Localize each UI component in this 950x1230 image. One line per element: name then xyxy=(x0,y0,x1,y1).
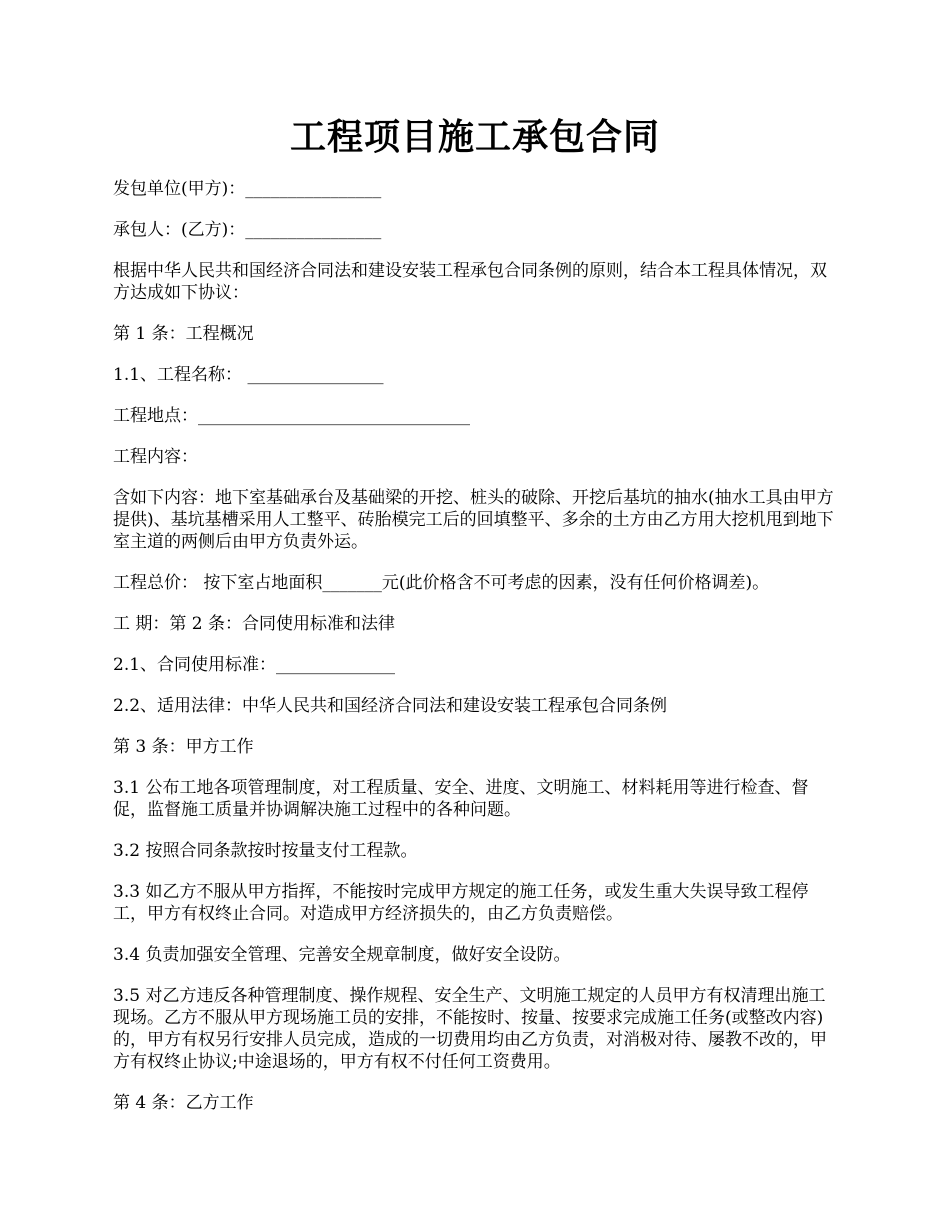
total-price-line: 工程总价： 按下室占地面积_______元(此价格含不可考虑的因素，没有任何价格调差)。 xyxy=(113,573,770,593)
clause-2-2: 2.2、适用法律：中华人民共和国经济合同法和建设安装工程承包合同条例 xyxy=(113,696,668,716)
clause-2-1: 2.1、合同使用标准：______________ xyxy=(113,655,396,675)
article-3-heading: 第 3 条：甲方工作 xyxy=(113,737,254,757)
document-title: 工程项目施工承包合同 xyxy=(289,116,660,158)
project-name-line: 1.1、工程名称： ________________ xyxy=(113,365,384,385)
article-4-heading: 第 4 条：乙方工作 xyxy=(113,1093,254,1113)
article-1-heading: 第 1 条：工程概况 xyxy=(113,324,254,344)
article-2-heading: 工 期：第 2 条：合同使用标准和法律 xyxy=(113,614,396,634)
document-body xyxy=(113,178,841,1133)
project-location-line: 工程地点：________________________________ xyxy=(113,406,470,426)
clause-3-5: 3.5 对乙方违反各种管理制度、操作规程、安全生产、文明施工规定的人员甲方有权清理出施工现场。乙方不服从甲方现场施工员的安排，不能按时、按量、按要求完成施工任务(或整改内容)的，甲方有权另行安排人员完成，造成的一切费用均由乙方负责，对消极对待、屡教不改的，甲方有权终止协议;中途退场的，甲方有权不付任何工资费用。 xyxy=(113,986,827,1072)
clause-3-3: 3.3 如乙方不服从甲方指挥，不能按时完成甲方规定的施工任务，或发生重大失误导致工程停工，甲方有权终止合同。对造成甲方经济损失的，由乙方负责赔偿。 xyxy=(113,882,809,924)
preamble-paragraph: 根据中华人民共和国经济合同法和建设安装工程承包合同条例的原则，结合本工程具体情况，双方达成如下协议： xyxy=(113,261,827,303)
party-a-line: 发包单位(甲方)：________________ xyxy=(113,179,382,199)
project-content-paragraph: 含如下内容：地下室基础承台及基础梁的开挖、桩头的破除、开挖后基坑的抽水(抽水工具由甲方提供)、基坑基槽采用人工整平、砖胎模完工后的回填整平、多余的土方由乙方用大挖机甩到地下室主道的两侧后由甲方负责外运。 xyxy=(113,488,834,552)
clause-3-1: 3.1 公布工地各项管理制度，对工程质量、安全、进度、文明施工、材料耗用等进行检查、督促，监督施工质量并协调解决施工过程中的各种问题。 xyxy=(113,778,809,820)
party-b-line: 承包人：(乙方)：________________ xyxy=(113,220,382,240)
project-content-label: 工程内容： xyxy=(113,447,198,467)
clause-3-2: 3.2 按照合同条款按时按量支付工程款。 xyxy=(113,841,418,861)
clause-3-4: 3.4 负责加强安全管理、完善安全规章制度，做好安全设防。 xyxy=(113,945,571,965)
